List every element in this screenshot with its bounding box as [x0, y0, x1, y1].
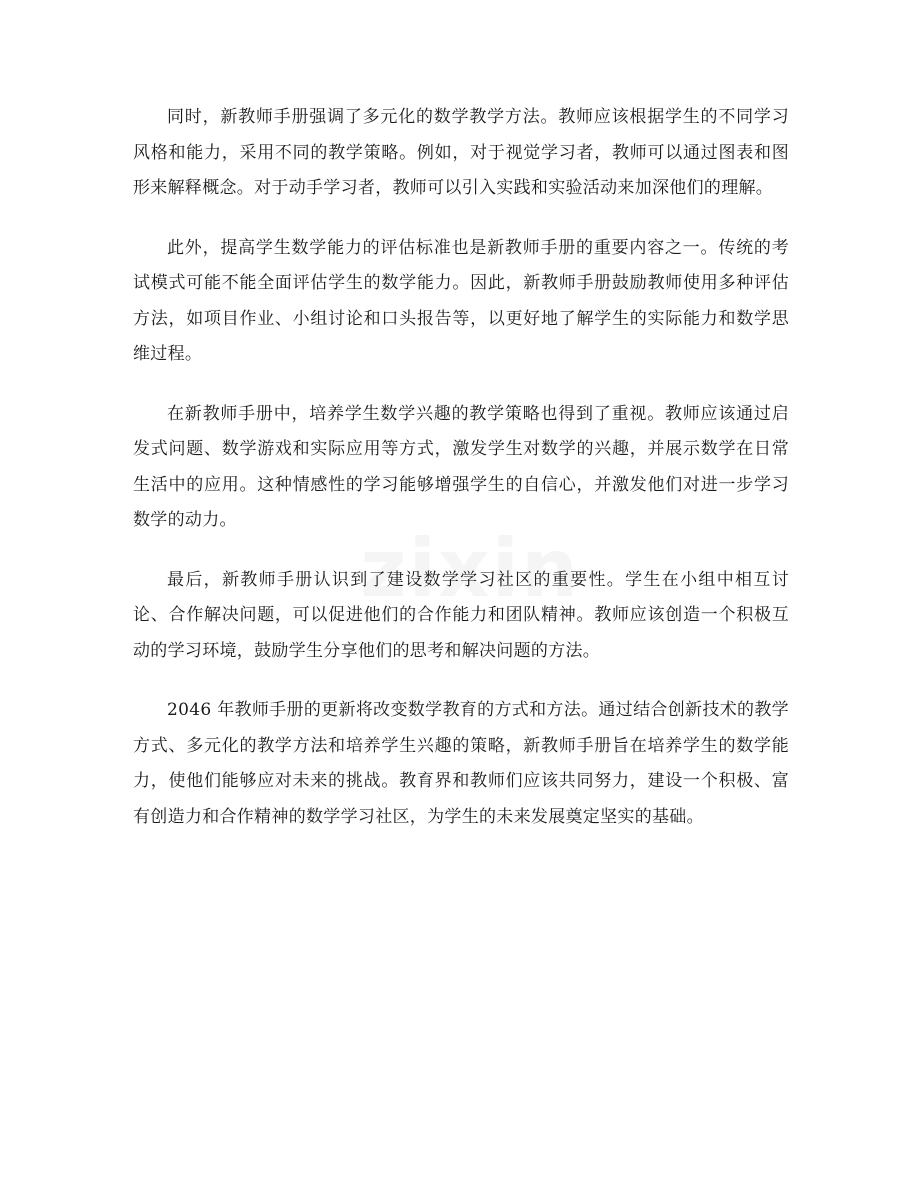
paragraph-1: 同时，新教师手册强调了多元化的数学教学方法。教师应该根据学生的不同学习风格和能力，采用不同的教学策略。例如，对于视觉学习者，教师可以通过图表和图形来解释概念。对于动手学习者，教师可以引入实践和实验活动来加深他们的理解。 [133, 107, 789, 198]
paragraph-5: 2046 年教师手册的更新将改变数学教育的方式和方法。通过结合创新技术的教学方式、多元化的教学方法和培养学生兴趣的策略，新教师手册旨在培养学生的数学能力，使他们能够应对未来的挑战。教育界和教师们应该共同努力，建设一个积极、富有创造力和合作精神的数学学习社区，为学生的未来发展奠定坚实的基础。 [133, 700, 789, 827]
paragraph-4: 最后，新教师手册认识到了建设数学学习社区的重要性。学生在小组中相互讨论、合作解决问题，可以促进他们的合作能力和团队精神。教师应该创造一个积极互动的学习环境，鼓励学生分享他们的思考和解决问题的方法。 [133, 569, 789, 661]
paragraph-3: 在新教师手册中，培养学生数学兴趣的教学策略也得到了重视。教师应该通过启发式问题、数学游戏和实际应用等方式，激发学生对数学的兴趣，并展示数学在日常生活中的应用。这种情感性的学习能够增强学生的自信心，并激发他们对进一步学习数学的动力。 [133, 403, 789, 530]
paragraph-2: 此外，提高学生数学能力的评估标准也是新教师手册的重要内容之一。传统的考试模式可能不能全面评估学生的数学能力。因此，新教师手册鼓励教师使用多种评估方法，如项目作业、小组讨论和口头报告等，以更好地了解学生的实际能力和数学思维过程。 [133, 237, 789, 364]
document-body [133, 100, 789, 859]
